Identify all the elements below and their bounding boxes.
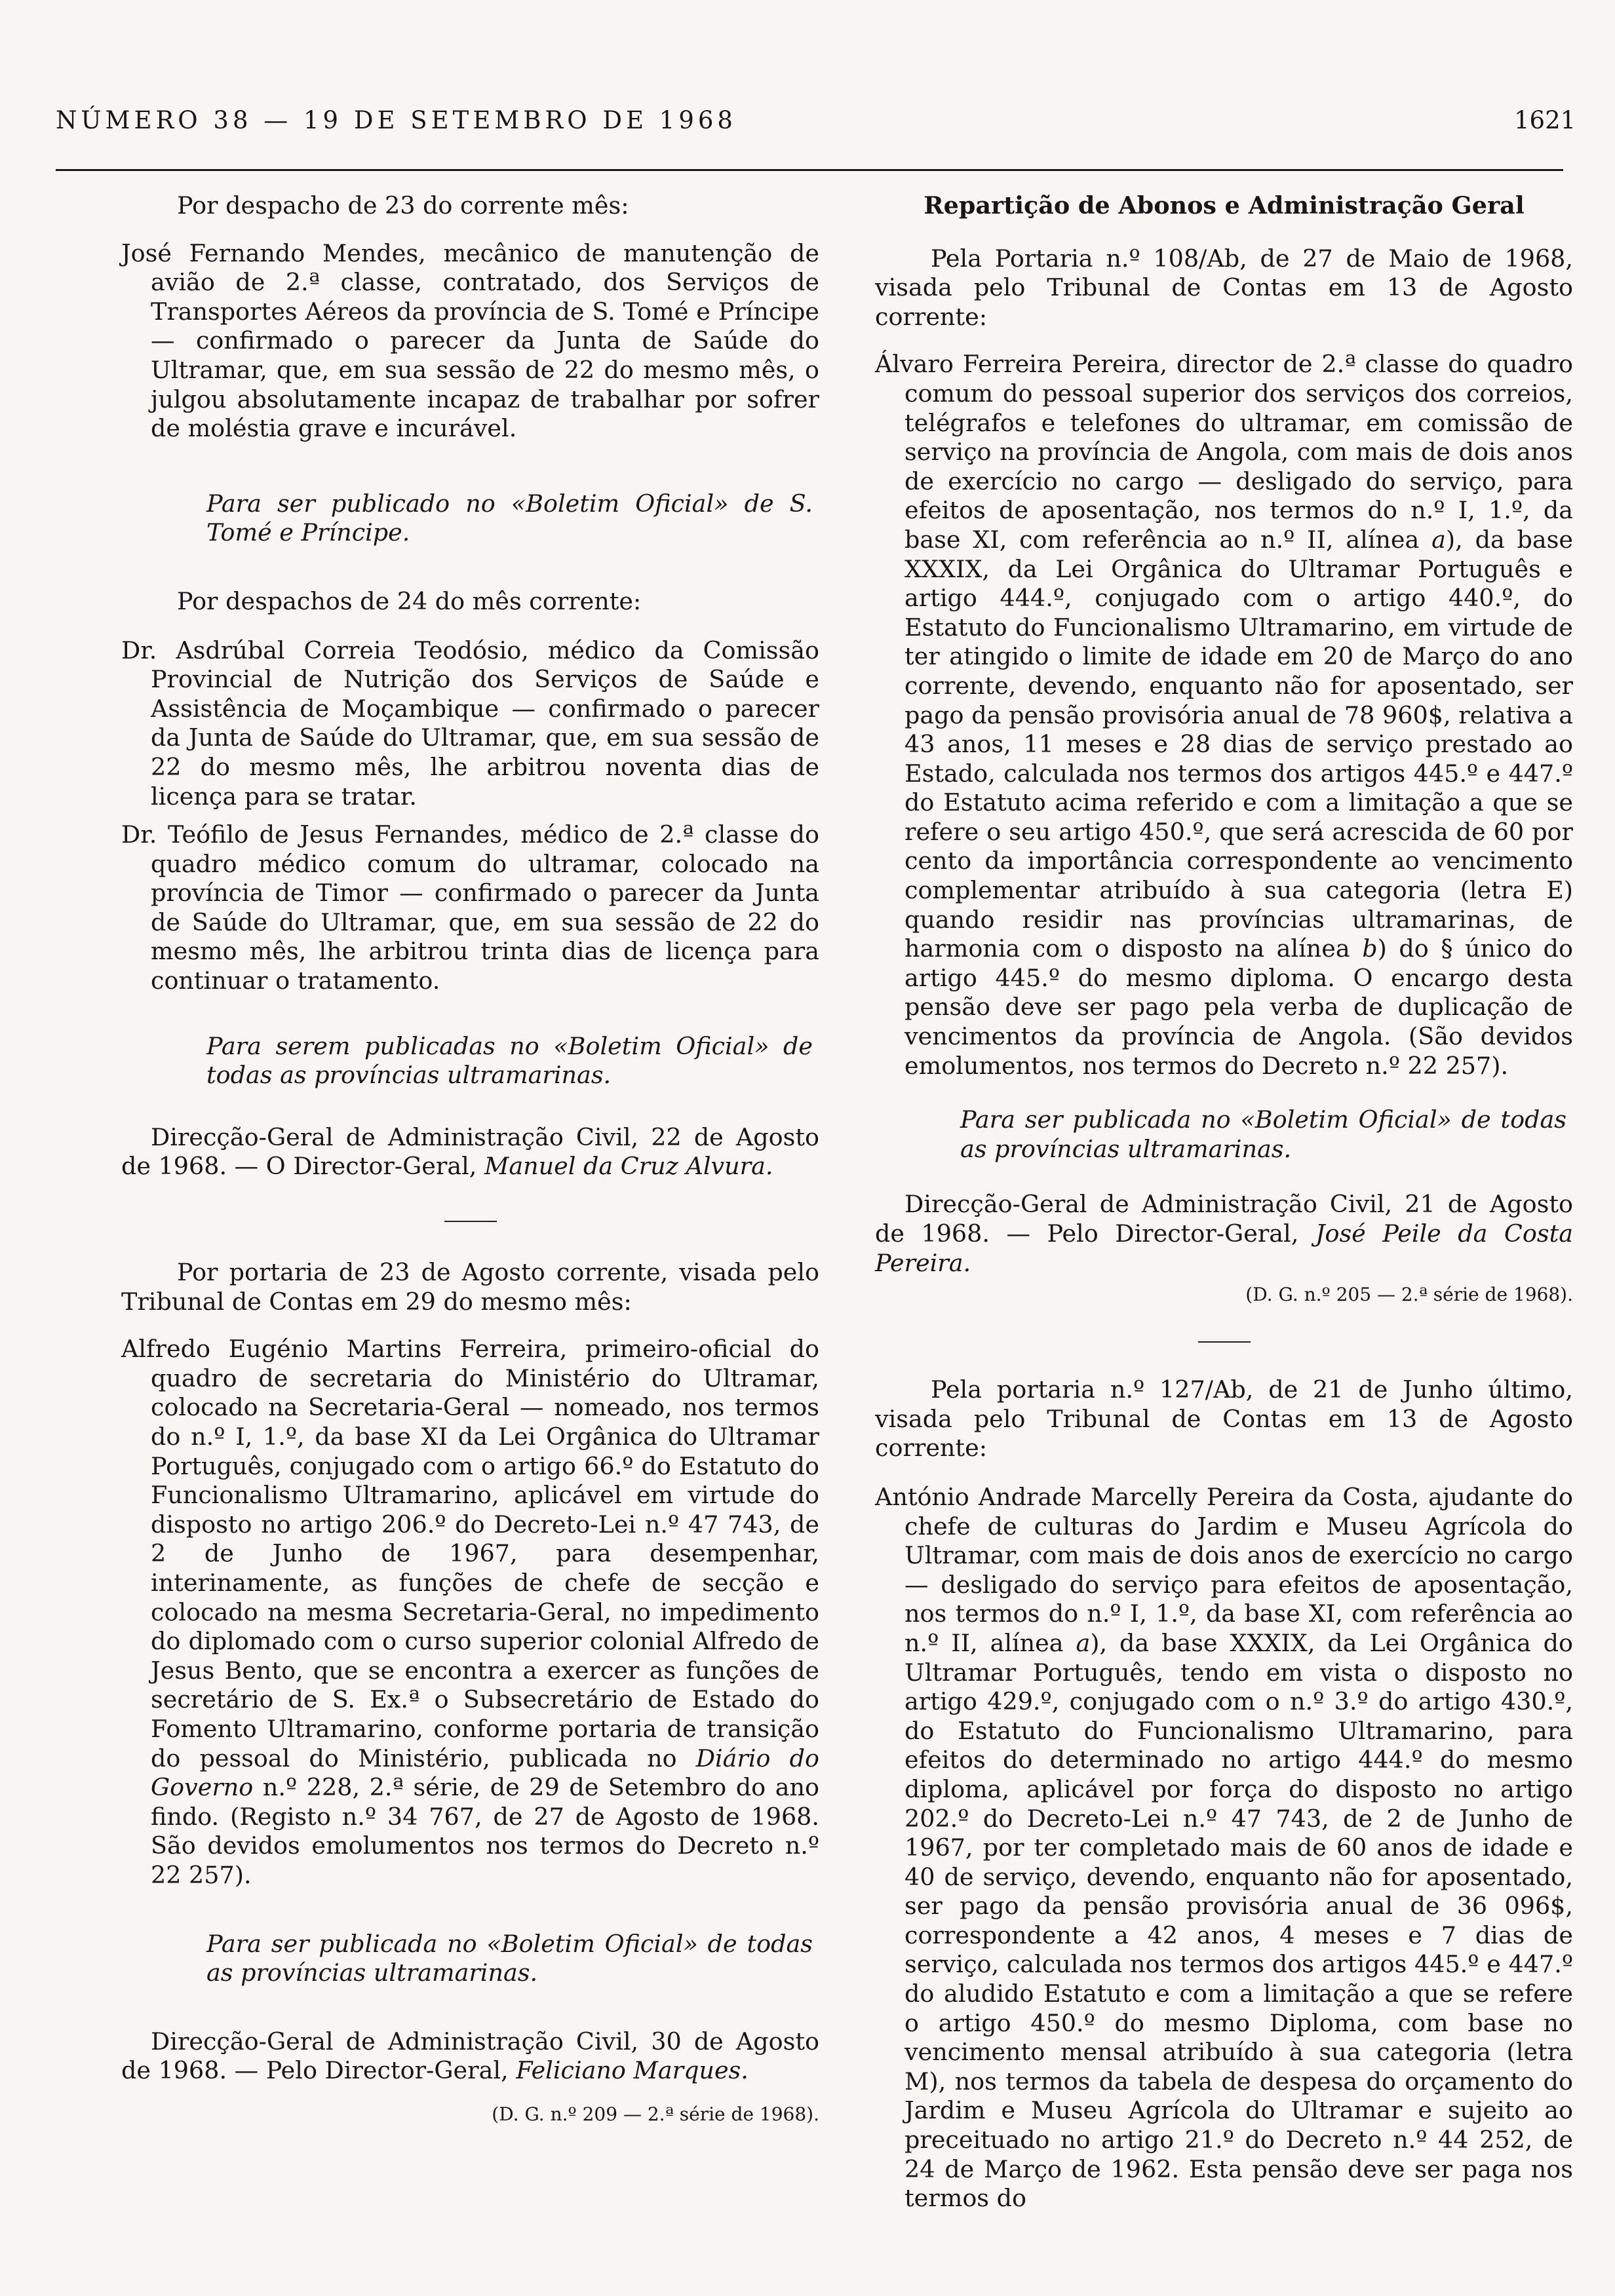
entry-text-part1: Alfredo Eugénio Martins Ferreira, primeiro-oficial do quadro de secretaria do Ministério do Ultramar, colocado na Secretaria-Geral — nomeado, nos termos do n.º I, 1.º, da base XI da Lei Orgânica do Ultramar Português, conjugado com o artigo 66.º do Estatuto do Funcionalismo Ultramarino, aplicável em virtude do disposto no artigo 206.º do Decreto-Lei n.º 47 743, de 2 de Junho de 1967, para desempenhar, interinamente, as funções de chefe de secção e colocado na mesma Secretaria-Geral, no impedimento do diplomado com o curso superior colonial Alfredo de Jesus Bento, que se encontra a exercer as funções de secretário de S. Ex.ª o Subsecretário de Estado do Fomento Ultramarino, conforme portaria de transição do pessoal do Ministério, publicada no [121,1335,819,1772]
signature-line-alvura [121,1123,819,1181]
issue-header: NÚMERO 38 — 19 DE SETEMBRO DE 1968 [56,106,737,134]
entry-text-part2: ), da base XXXIX, da Lei Orgânica do Ultramar Português e artigo 444.º, conjugado com o artigo 440.º, do Estatuto do Funcionalismo Ultramarino, em virtude de ter atingido o limite de idade em 20 de Março do ano corrente, devendo, enquanto não for aposentado, ser pago da pensão provisória anual de 78 960$, relativa a 43 anos, 11 meses e 28 dias de serviço prestado ao Estado, calculada nos termos dos artigos 445.º e 447.º do Estatuto acima referido e com a limitação a que se refere o seu artigo 450.º, que será acrescida de 60 por cento da importância correspondente ao vencimento complementar atribuído à sua categoria (letra E) quando residir nas províncias ultramarinas, de harmonia com o disposto na alínea [905,525,1573,963]
entry-teofilo-fernandes: Dr. Teófilo de Jesus Fernandes, médico de 2.ª classe do quadro médico comum do ultramar, colocado na província de Timor — confirmado o parecer da Junta de Saúde do Ultramar, que, em sua sessão de 22 do mesmo mês, lhe arbitrou trinta dias de licença para continuar o tratamento. [121,820,819,995]
entry-text-part2: n.º 228, 2.ª série, de 29 de Setembro do ano findo. (Registo n.º 34 767, de 27 de Agosto de 1968. São devidos emolumentos nos termos do Decreto n.º 22 257). [151,1773,819,1889]
publication-note-all-provinces: Para serem publicadas no «Boletim Oficial» de todas as províncias ultramarinas. [206,1031,813,1090]
entry-antonio-costa [875,1483,1573,2213]
page-number: 1621 [1514,106,1576,134]
entry-asdrubal-teodosio: Dr. Asdrúbal Correia Teodósio, médico da Comissão Provincial de Nutrição dos Serviços de Saúde e Assistência de Moçambique — confirmado o parecer da Junta de Saúde do Ultramar, que, em sua sessão de 22 do mesmo mês, lhe arbitrou noventa dias de licença para se tratar. [121,636,819,811]
entry-alvaro-pereira [875,350,1573,1081]
signatory-name: José Peile da Costa Pereira. [875,1219,1573,1277]
signature-text: Direcção-Geral de Administração Civil, 21 de Agosto de 1968. — Pelo Director-Geral, [875,1190,1573,1248]
section-heading-abonos: Repartição de Abonos e Administração Geral [924,191,1525,220]
portaria-intro-108-ab: Pela Portaria n.º 108/Ab, de 27 de Maio de 1968, visada pelo Tribunal de Contas em 13 de Agosto corrente: [875,244,1573,331]
portaria-intro-23-agosto: Por portaria de 23 de Agosto corrente, visada pelo Tribunal de Contas em 29 do mesmo mês: [121,1258,819,1316]
signatory-name: Feliciano Marques. [516,2056,749,2085]
publication-note-all-provinces-3: Para ser publicada no «Boletim Oficial» de todas as províncias ultramarinas. [960,1105,1566,1163]
entry-jose-fernando-mendes: José Fernando Mendes, mecânico de manutenção de avião de 2.ª classe, contratado, dos Serviços de Transportes Aéreos da província de S. Tomé e Príncipe — confirmado o parecer da Junta de Saúde do Ultramar, que, em sua sessão de 22 do mesmo mês, o julgou absolutamente incapaz de trabalhar por sofrer de moléstia grave e incurável. [121,239,819,443]
entry-text-part2: ), da base XXXIX, da Lei Orgânica do Ultramar Português, tendo em vista o disposto no artigo 429.º, conjugado com o n.º 3.º do artigo 430.º, do Estatuto do Funcionalismo Ultramarino, para efeitos do determinado no artigo 444.º do mesmo diploma, aplicável por força do disposto no artigo 202.º do Decreto-Lei n.º 47 743, de 2 de Junho de 1967, por ter completado mais de 60 anos de idade e 40 de serviço, devendo, enquanto não for aposentado, ser pago da pensão provisória anual de 36 096$, correspondente a 42 anos, 4 meses e 7 dias de serviço, calculada nos termos dos artigos 445.º e 447.º do aludido Estatuto e com a limitação a que se refere o artigo 450.º do mesmo Diploma, com base no vencimento mensal atribuído à sua categoria (letra M), nos termos da tabela de despesa do orçamento do Jardim e Museu Agrícola do Ultramar e sujeito ao preceituado no artigo 21.º do Decreto n.º 44 252, de 24 de Março de 1962. Esta pensão deve ser paga nos termos do [905,1628,1573,2213]
alinea-letter-a: a [1076,1628,1091,1657]
alinea-letter-a: a [1431,525,1446,554]
publication-note-st-tome: Para ser publicado no «Boletim Oficial» de S. Tomé e Príncipe. [206,489,813,547]
right-column [875,191,1573,2213]
section-separator [444,1221,497,1222]
signature-line-marques [121,2027,819,2086]
dispatch-intro-24: Por despachos de 24 do mês corrente: [177,586,642,615]
left-column [121,191,819,2125]
signature-text: Direcção-Geral de Administração Civil, 22 de Agosto de 1968. — O Director-Geral, [121,1122,819,1181]
diario-citation-209: (D. G. n.º 209 — 2.ª série de 1968). [492,2103,819,2125]
header-rule [56,169,1563,171]
dispatch-intro-23: Por despacho de 23 do corrente mês: [177,191,629,220]
signatory-name: Manuel da Cruz Alvura. [484,1152,773,1181]
diario-do-governo-title: Diário do Governo [151,1744,819,1802]
publication-note-all-provinces-2: Para ser publicada no «Boletim Oficial» de todas as províncias ultramarinas. [206,1929,813,1987]
portaria-intro-127-ab: Pela portaria n.º 127/Ab, de 21 de Junho último, visada pelo Tribunal de Contas em 13 de Agosto corrente: [875,1375,1573,1463]
alinea-letter-b: b [1362,934,1378,963]
diario-citation-205: (D. G. n.º 205 — 2.ª série de 1968). [1245,1284,1573,1306]
entry-text-part3: ) do § único do artigo 445.º do mesmo diploma. O encargo desta pensão deve ser pago pela verba de duplicação de vencimentos da província de Angola. (São devidos emolumentos, nos termos do Decreto n.º 22 257). [905,934,1573,1080]
entry-text-part1: António Andrade Marcelly Pereira da Costa, ajudante do chefe de culturas do Jardim e Museu Agrícola do Ultramar, com mais de dois anos de exercício no cargo — desligado do serviço para efeitos de aposentação, nos termos do n.º I, 1.º, da base XI, com referência ao n.º II, alínea [875,1482,1573,1657]
signature-line-costa-pereira [875,1190,1573,1278]
entry-alfredo-ferreira [121,1335,819,1890]
entry-text-part1: Álvaro Ferreira Pereira, director de 2.ª classe do quadro comum do pessoal superior dos serviços dos correios, telégrafos e telefones do ultramar, em comissão de serviço na província de Angola, com mais de dois anos de exercício no cargo — desligado do serviço, para efeitos de aposentação, nos termos do n.º I, 1.º, da base XI, com referência ao n.º II, alínea [875,350,1573,554]
section-separator [1198,1341,1251,1343]
signature-text: Direcção-Geral de Administração Civil, 30 de Agosto de 1968. — Pelo Director-Geral, [121,2027,819,2085]
